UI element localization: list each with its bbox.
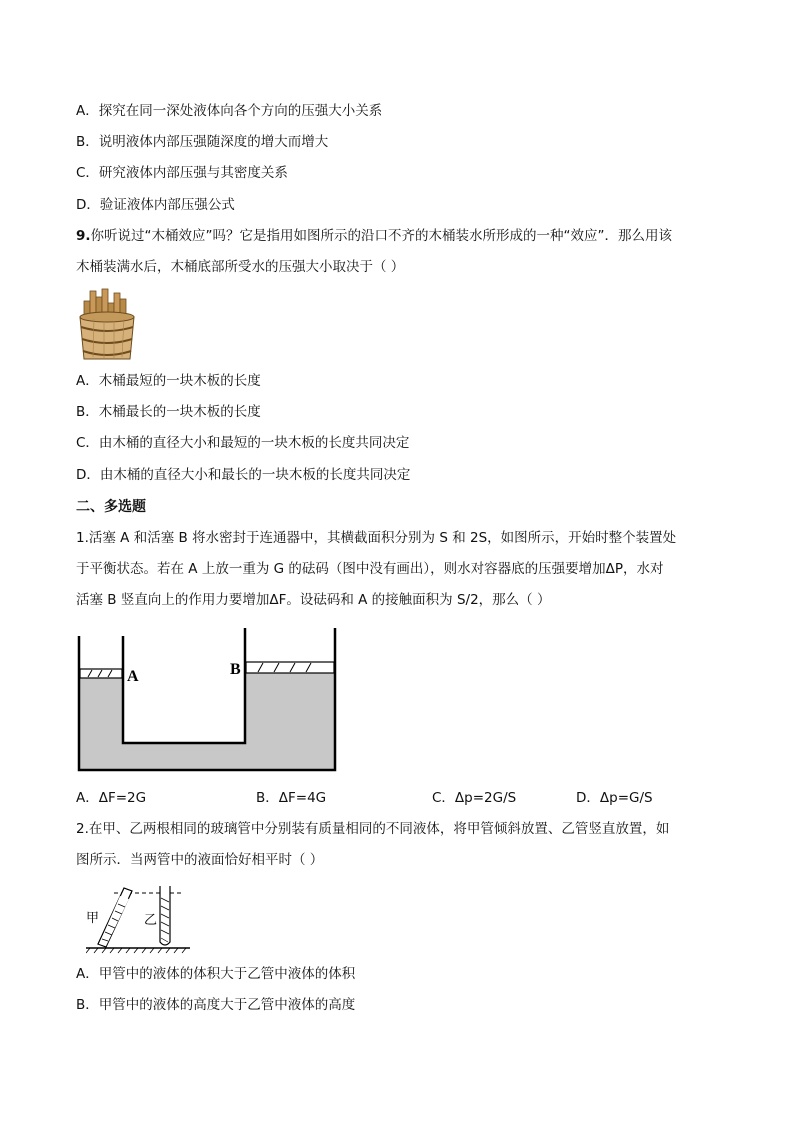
bucket-rim [80,312,134,322]
q9-option-c: C．由木桶的直径大小和最短的一块木板的长度共同决定 [76,435,410,451]
tube-yi [160,886,170,945]
section-heading: 二、多选题 [76,499,146,515]
connected-vessel-figure [76,626,340,772]
q8-option-a: A．探究在同一深处液体向各个方向的压强大小关系 [76,103,383,119]
m2-stem-line1: 2.在甲、乙两根相同的玻璃管中分别装有质量相同的不同液体，将甲管倾斜放置、乙管竖直放置，如 [76,821,670,837]
m2-stem-line2: 图所示．当两管中的液面恰好相平时（ ） [76,852,324,868]
m2-option-b: B．甲管中的液体的高度大于乙管中液体的高度 [76,997,356,1013]
label-jia: 甲 [86,911,100,926]
piston-a [80,669,122,678]
q8-option-c: C．研究液体内部压强与其密度关系 [76,165,288,181]
q9-number: 9. [76,228,91,244]
q9-stem-line2: 木桶装满水后，木桶底部所受水的压强大小取决于（ ） [76,259,405,275]
q8-option-b: B．说明液体内部压强随深度的增大而增大 [76,134,329,150]
q9-option-d: D．由木桶的直径大小和最长的一块木板的长度共同决定 [76,467,411,483]
q9-option-a: A．木桶最短的一块木板的长度 [76,373,261,389]
vessel-wall [123,628,245,743]
label-piston-b: B [230,661,241,678]
tube-jia-liquid [99,896,129,946]
q9-stem-line1 [76,226,672,246]
m1-option-a: A．ΔF=2G [76,790,147,806]
m2-option-a: A．甲管中的液体的体积大于乙管中液体的体积 [76,966,356,982]
m1-option-d: D．Δp=G/S [576,790,653,806]
wooden-bucket-figure [76,287,138,363]
m1-stem-line3: 活塞 B 竖直向上的作用力要增加ΔF。设砝码和 A 的接触面积为 S/2，那么（ ） [76,592,551,608]
q9-option-b: B．木桶最长的一块木板的长度 [76,404,261,420]
q9-stem-text1: 你听说过“木桶效应”吗？它是指用如图所示的沿口不齐的木桶装水所形成的一种“效应”．那么用该 [90,228,673,244]
label-yi: 乙 [144,913,158,928]
q8-option-d: D．验证液体内部压强公式 [76,197,235,213]
m1-stem-line1: 1.活塞 A 和活塞 B 将水密封于连通器中，其横截面积分别为 S 和 2S，如图所示，开始时整个装置处 [76,530,677,546]
water-fill [79,673,335,770]
label-piston-a: A [127,668,139,685]
m1-option-b: B．ΔF=4G [256,790,327,806]
m1-stem-line2: 于平衡状态。若在 A 上放一重为 G 的砝码（图中没有画出），则水对容器底的压强要增加ΔP，水对 [76,561,664,577]
m1-option-c: C．Δp=2G/S [432,790,517,806]
glass-tubes-figure [86,884,196,954]
